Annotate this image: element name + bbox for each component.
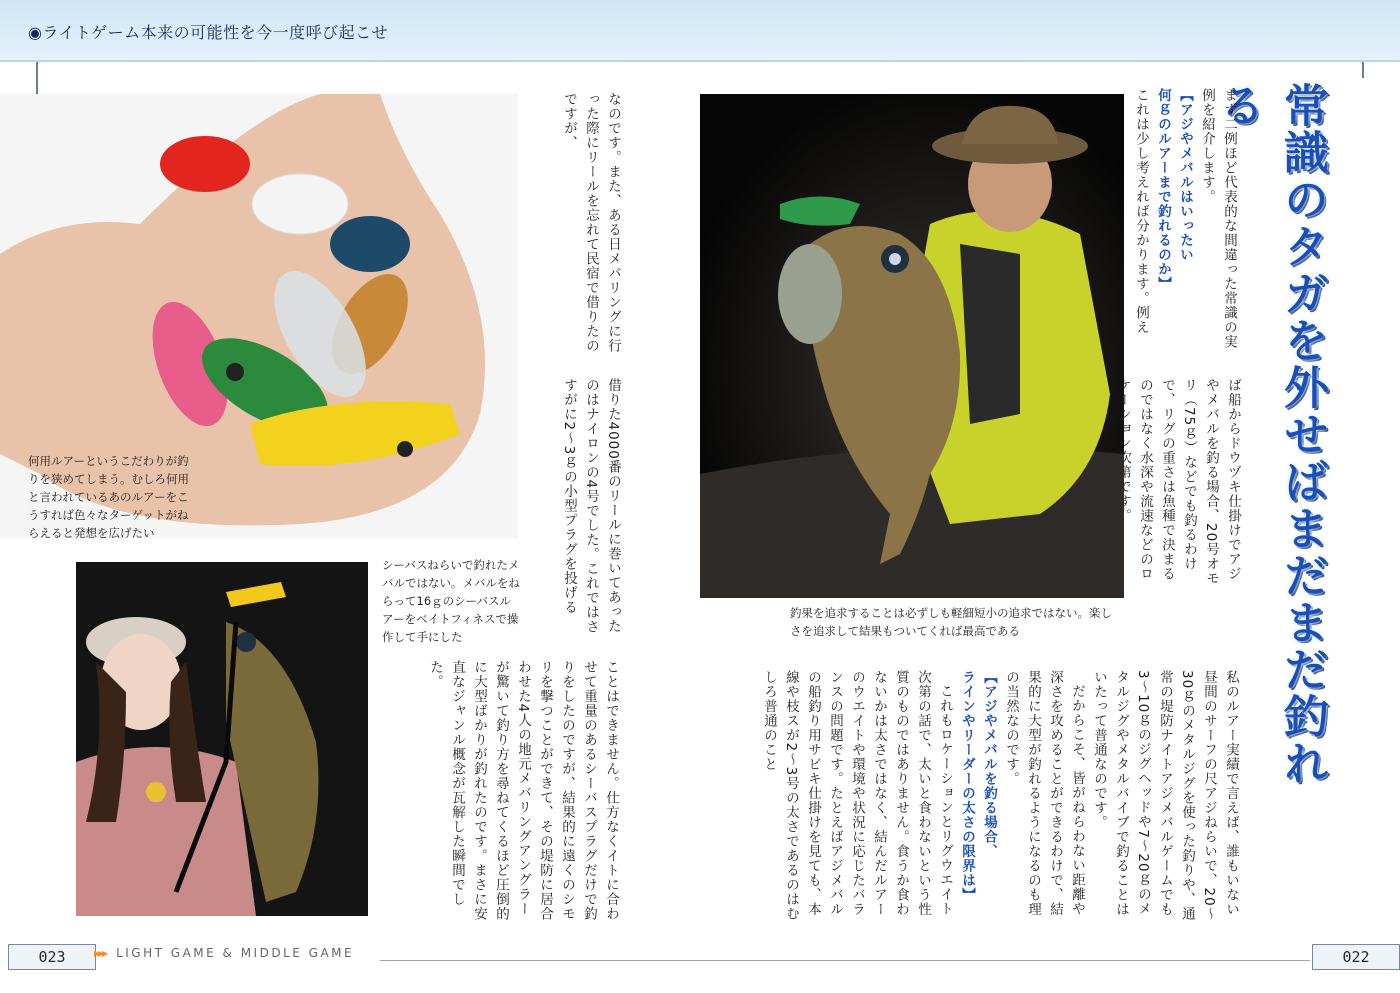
left-text-column-1: [540, 92, 624, 360]
subheading-1b: 何ｇのルアーまで釣れるのか】: [1155, 88, 1171, 291]
footer-rule: [380, 960, 1310, 961]
right-text-column-1: [1133, 88, 1240, 358]
right-text-column-2: [1137, 378, 1244, 592]
right-page-number: 022: [1312, 944, 1400, 970]
running-arrows-icon: ▸▸▸: [94, 946, 107, 960]
left-page-number: 023: [8, 944, 96, 970]
left-guide-line: [36, 62, 38, 94]
left-text-column-2: [540, 378, 624, 636]
intro-paragraph: まず二例ほど代表的な間違った常識の実例を紹介します。: [1199, 88, 1237, 349]
right-text-column-3: [761, 670, 1242, 926]
angler-photo-art: [700, 94, 1124, 598]
left-paragraph-3: ことはできません。仕方なくイトに合わせて重量のあるシーバスプラグだけで釣りをしたのですが、結果的に遠くのシモリを撃つことができて、その堤防に居合わせた4人の地元メバリングアングラーが驚いて釣り方を尋ねてくるほど圧倒的に大型ばかりが釣れたのです。まさに安直なジャンル概念が瓦解した瞬間でした。: [427, 660, 619, 921]
woman-angler-photo-art: [76, 562, 368, 916]
left-text-column-3: [406, 660, 622, 928]
lure-photo-caption: 何用ルアーというこだわりが釣りを狭めてしまう。むしろ何用と言われているあのルアーをこうすれば色々なターゲットがねらえると発想を広げたい: [28, 454, 189, 540]
woman-angler-caption: シーバスねらいで釣れたメバルではない。メバルをねらって16ｇのシーバスルアーをベイトフィネスで操作して手にした: [382, 558, 520, 644]
woman-angler-photo: [76, 562, 368, 916]
header-band: [0, 0, 1400, 62]
angler-photo-night: [700, 94, 1124, 598]
header-title: ◉ライトゲーム本来の可能性を今一度呼び起こせ: [28, 23, 389, 42]
paragraph-3: 私のルアー実績で言えば、誰もいない昼間のサーフの尺アジねらいで、20〜30ｇのメタルジグを使った釣りや、通常の堤防ナイトアジメバルゲームでも3〜10ｇのジグヘッドや7〜20ｇのメタルジグやメタルバイブで釣ることはいたって普通なのです。: [1091, 670, 1239, 922]
right-guide-line: [1362, 62, 1364, 78]
headline: 常識のタガを外せばまだまだ釣れる: [1212, 82, 1329, 787]
paragraph-1: これは少し考えれば分かります。例え: [1133, 88, 1149, 335]
left-paragraph-2: 借りた4000番のリールに巻いてあったのはナイロンの4号でした。これではさすがに2〜3ｇの小型プラグを投げる: [561, 378, 621, 635]
running-title-text: LIGHT GAME & MIDDLE GAME: [116, 946, 355, 960]
subheading-1a: 【アジやメバルはいったい: [1177, 88, 1193, 262]
subheading-2b: ラインやリーダーの太さの限界は】: [959, 670, 975, 902]
left-paragraph-1: なのです。また、ある日メバリングに行った際にリールを忘れて民宿で借りたのですが、: [561, 92, 621, 353]
paragraph-2: ば船からドウヅキ仕掛けでアジやメバルを釣る場合、20号オモリ（75ｇ）などでも釣るわけで、リグの重さは魚種で決まるのではなく水深や流速などのロ: [1137, 378, 1241, 586]
angler-photo-caption: 釣果を追求することは必ずしも軽細短小の追求ではない。楽しさを追求して結果もついてくれば最高である: [790, 606, 1112, 638]
paragraph-5: これもロケーションとリグウエイト次第の話で、太いと食わないという性質のものではありません。食うか食わないかは太さではなく、結んだルアーのウエイトや環境や状況に応じたバランスの問題です。たとえばアジメバルの船釣り用サビキ仕掛けを見ても、本線や枝スが2〜3号の太さであるのはむしろ普通のこと: [761, 670, 953, 922]
running-title: [94, 946, 354, 960]
subheading-2a: 【アジやメバルを釣る場合、: [981, 670, 997, 859]
paragraph-4: だからこそ、皆がねらわない距離や深さを攻めることができるわけで、結果的に大型が釣れるようになるのも理の当然なのです。: [1003, 670, 1085, 917]
